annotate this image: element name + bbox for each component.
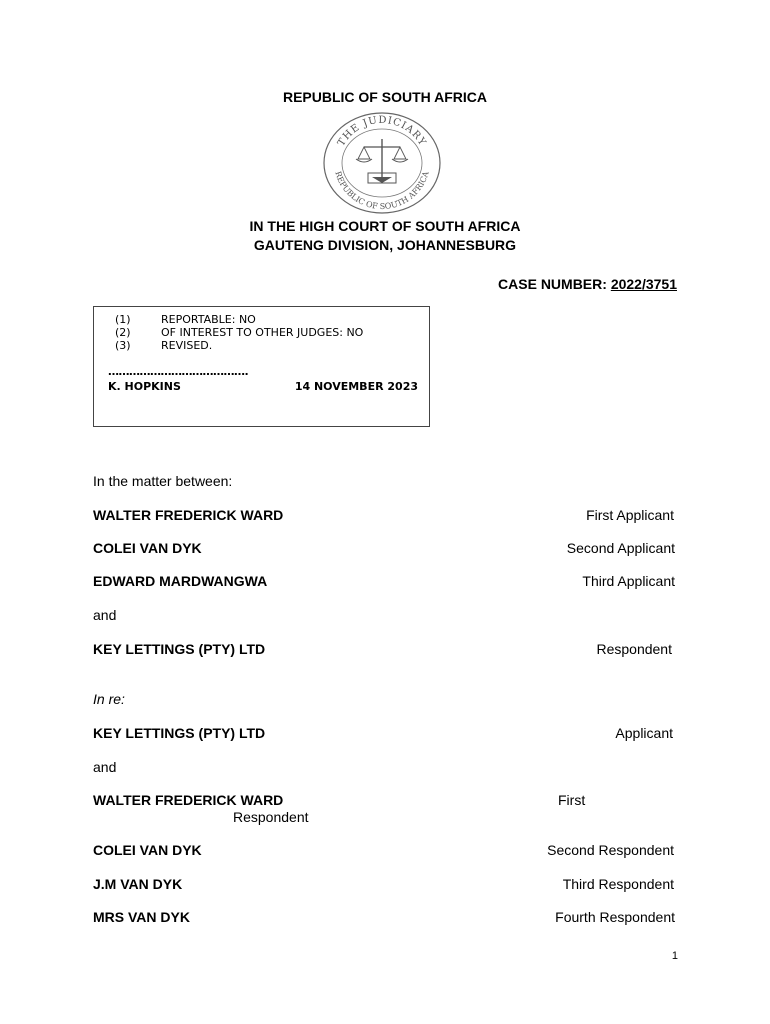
party-role: Fourth Respondent [555,909,675,925]
seal-bottom-text: REPUBLIC OF SOUTH AFRICA [333,170,431,212]
court-heading: IN THE HIGH COURT OF SOUTH AFRICA [249,218,521,234]
party-name: WALTER FREDERICK WARD [93,507,284,523]
party-role-first: First [558,792,586,808]
party-role: First Applicant [586,507,674,523]
party-role: Third Respondent [562,876,674,892]
signer-name: K. HOPKINS [108,380,181,393]
party-role-respondent: Respondent [233,809,309,825]
reportable-box [93,306,430,427]
box-item-3-num: (3) [115,339,131,352]
box-item-2-num: (2) [115,326,131,339]
box-item-3-text: REVISED. [161,339,213,352]
party-name: COLEI VAN DYK [93,540,202,556]
party-role: Respondent [596,641,672,657]
in-re-label: In re: [93,691,125,707]
republic-heading: REPUBLIC OF SOUTH AFRICA [282,89,488,105]
seal-top-text: THE JUDICIARY [336,114,428,149]
case-number-line [498,276,677,292]
page-number: 1 [671,950,678,962]
box-item-1-num: (1) [115,313,131,326]
party-name: KEY LETTINGS (PTY) LTD [93,641,266,657]
matter-intro: In the matter between: [93,473,233,489]
party-role: Applicant [615,725,673,741]
case-number-value: 2022/3751 [610,276,677,292]
party-role: Second Respondent [547,842,674,858]
and-connector: and [93,607,117,623]
case-number-label: CASE NUMBER: [498,276,607,292]
signature-date: 14 NOVEMBER 2023 [294,380,418,393]
party-role: Second Applicant [566,540,675,556]
party-name: J.M VAN DYK [93,876,183,892]
party-role: Third Applicant [582,573,675,589]
box-item-1-text: REPORTABLE: NO [161,313,256,326]
and-connector: and [93,759,117,775]
party-name: COLEI VAN DYK [93,842,202,858]
party-name: EDWARD MARDWANGWA [93,573,268,589]
judiciary-seal-icon [320,111,444,215]
party-name: KEY LETTINGS (PTY) LTD [93,725,266,741]
division-heading: GAUTENG DIVISION, JOHANNESBURG [253,237,517,253]
party-name: WALTER FREDERICK WARD [93,792,284,808]
signature-dots: …………………………………. [108,365,249,378]
box-item-2-text: OF INTEREST TO OTHER JUDGES: NO [161,326,364,339]
party-name: MRS VAN DYK [93,909,190,925]
